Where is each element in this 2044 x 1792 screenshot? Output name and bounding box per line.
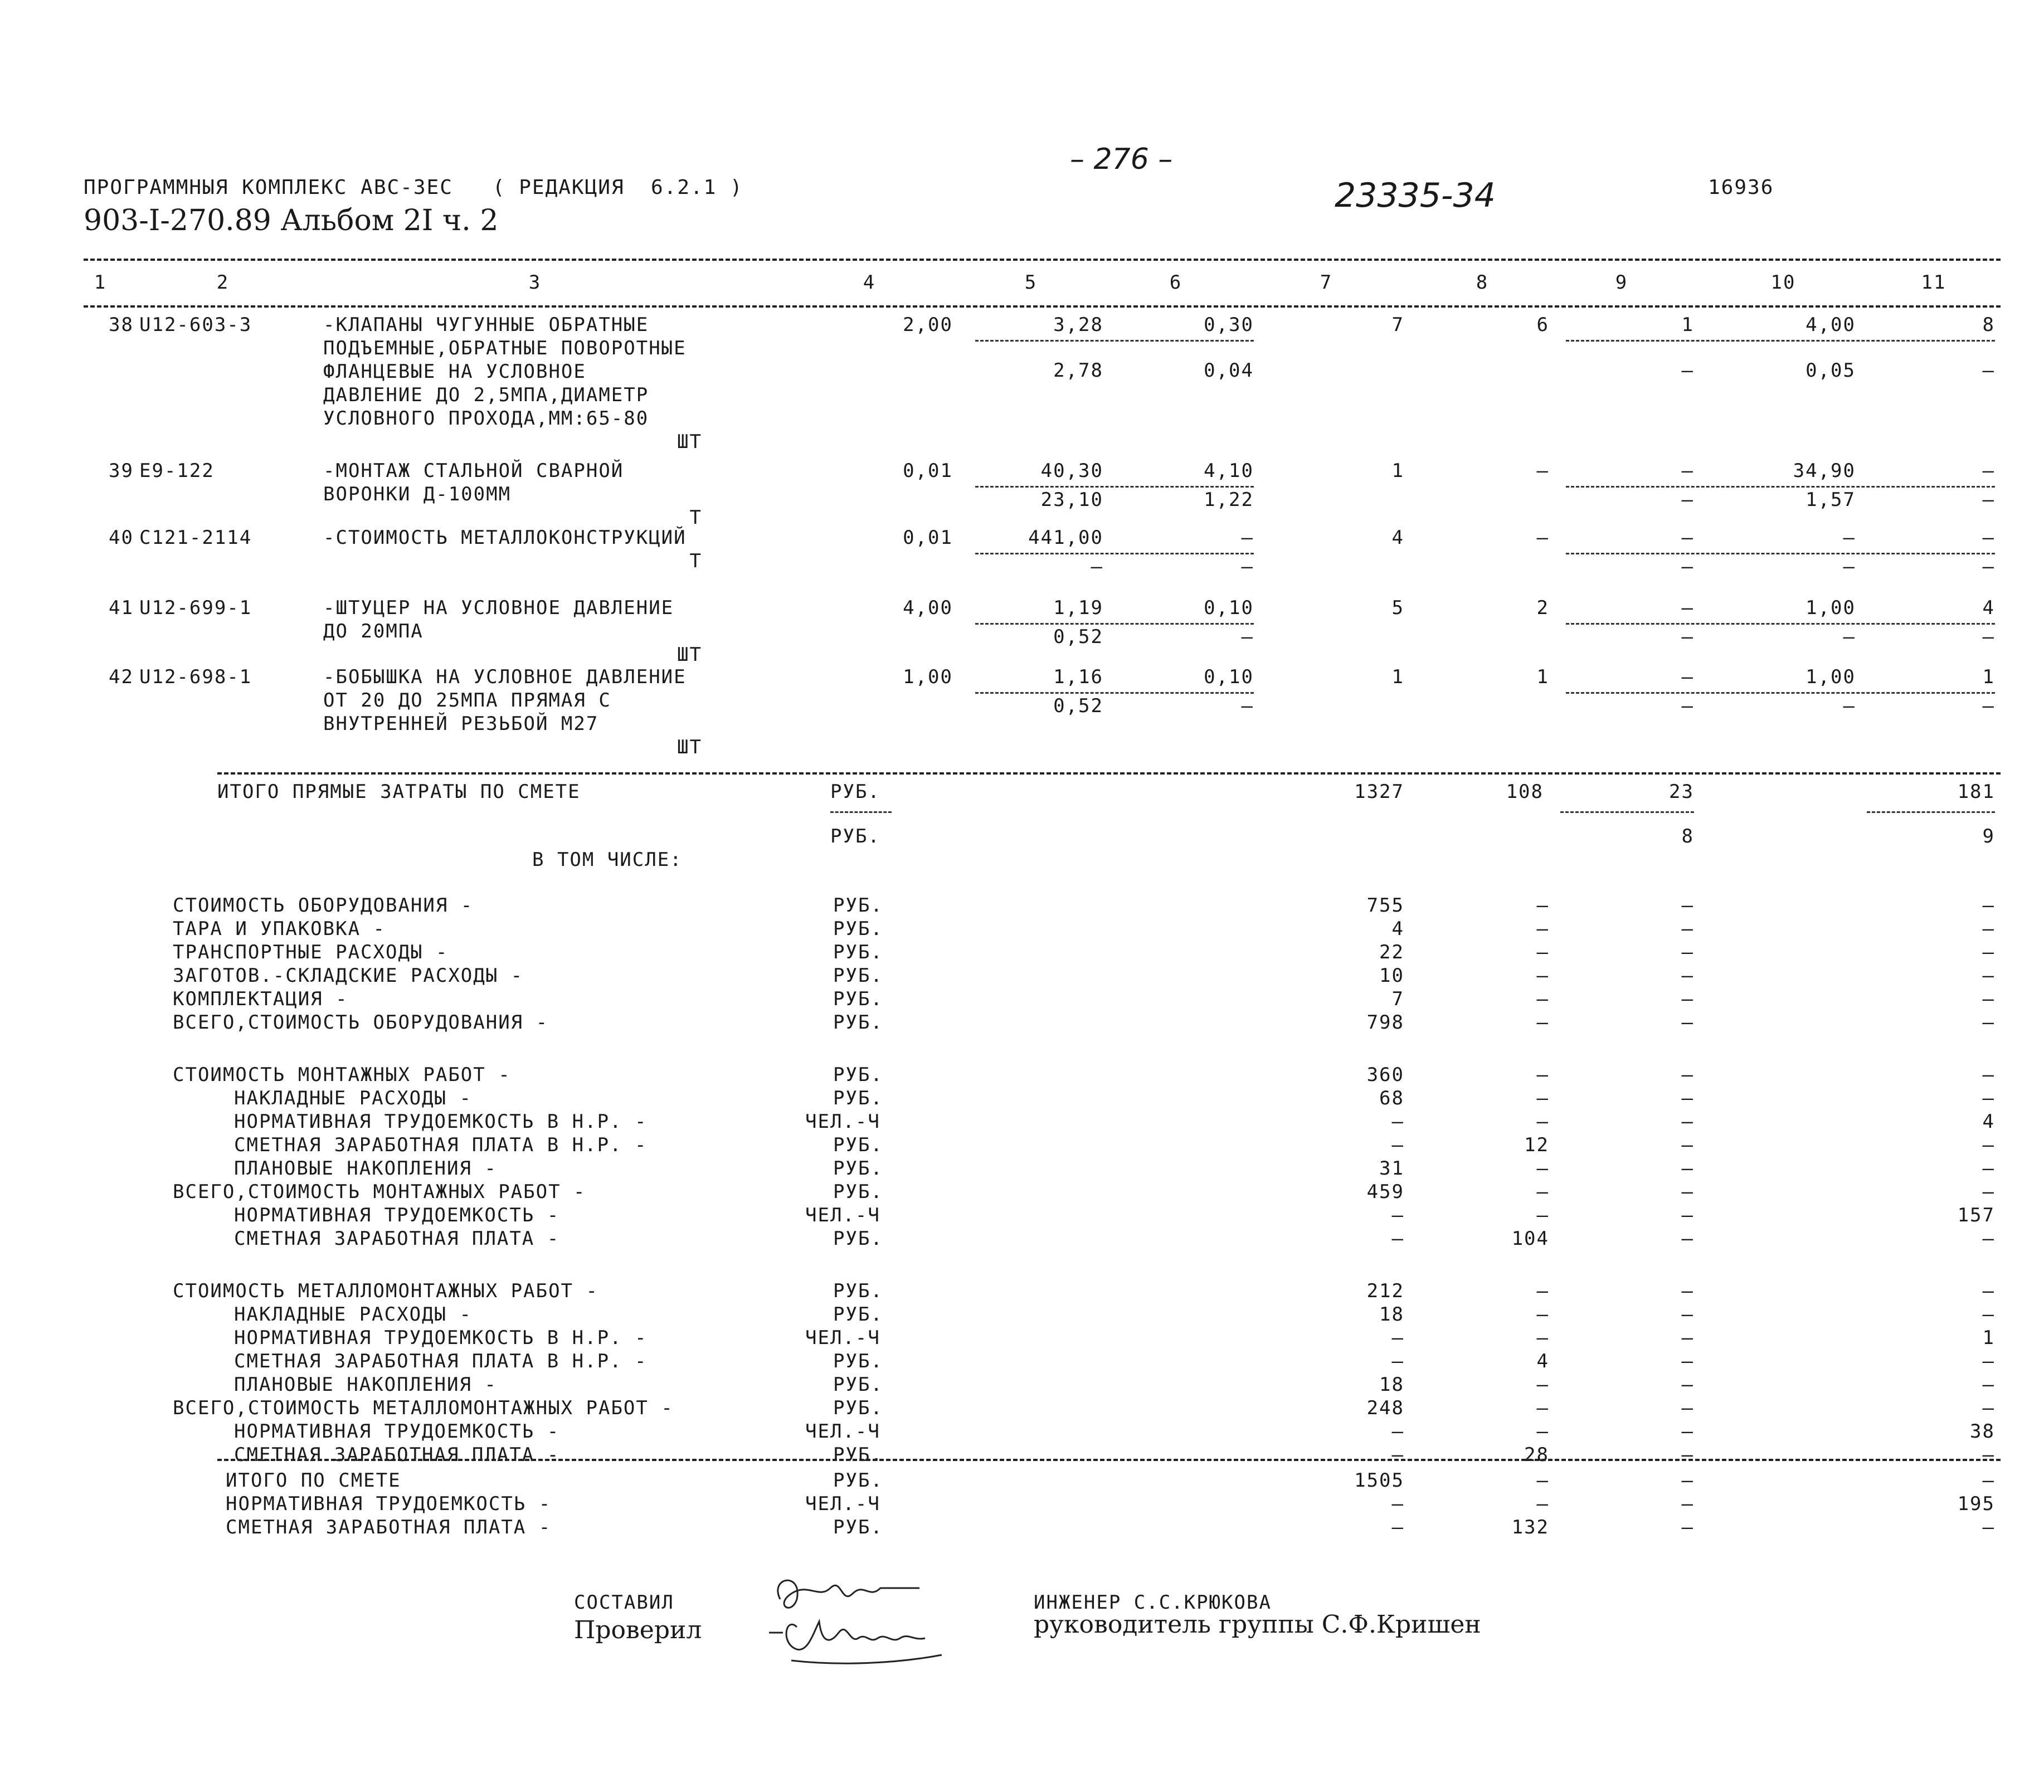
summary-c11: – <box>1982 1157 1995 1180</box>
summary-c9: – <box>1681 1303 1694 1326</box>
summary-c11: – <box>1982 1011 1995 1034</box>
summary-c11: 4 <box>1982 1111 1995 1133</box>
direct-costs-c11b: 9 <box>1982 825 1995 848</box>
summary-c9: – <box>1681 918 1694 940</box>
row-c5-secondary: 0,52 <box>1053 695 1103 717</box>
row-c8: – <box>1536 460 1549 482</box>
summary-c7: – <box>1391 1350 1404 1372</box>
row-c11: – <box>1982 460 1995 482</box>
column-header-5: 5 <box>1024 271 1038 294</box>
row-number: 40 <box>109 527 134 549</box>
row-subtotal-rule <box>1566 692 1995 694</box>
summary-label: ПЛАНОВЫЕ НАКОПЛЕНИЯ - <box>234 1157 497 1180</box>
summary-c9: – <box>1681 1228 1694 1250</box>
row-c5: 441,00 <box>1028 527 1103 549</box>
summary-c11: 38 <box>1970 1420 1995 1443</box>
summary-c8: – <box>1536 1157 1549 1180</box>
grand-total-c11: 195 <box>1957 1493 1995 1515</box>
summary-c8: – <box>1536 894 1549 917</box>
summary-c7: 18 <box>1379 1303 1404 1326</box>
row-c8: 6 <box>1536 314 1549 336</box>
summary-c7: – <box>1391 1134 1404 1156</box>
column-header-10: 10 <box>1770 271 1796 294</box>
row-c10-secondary: 1,57 <box>1805 489 1856 511</box>
row-c6-secondary: 0,04 <box>1204 359 1254 382</box>
row-c7: 1 <box>1391 666 1404 688</box>
row-c10: 34,90 <box>1793 460 1856 482</box>
row-description-line: -МОНТАЖ СТАЛЬНОЙ СВАРНОЙ <box>323 460 624 482</box>
summary-c7: 22 <box>1379 941 1404 963</box>
summary-c11: – <box>1982 1087 1995 1109</box>
row-c6-secondary: – <box>1241 626 1254 648</box>
row-c6: 4,10 <box>1204 460 1254 482</box>
grand-total-unit: ЧЕЛ.-Ч <box>805 1493 880 1515</box>
summary-c7: 18 <box>1379 1374 1404 1396</box>
unit-underline <box>830 811 892 813</box>
row-c9: – <box>1681 597 1694 619</box>
row-description-line: -СТОИМОСТЬ МЕТАЛЛОКОНСТРУКЦИЙ <box>323 527 687 549</box>
table-top-rule <box>84 259 2001 261</box>
row-c9: – <box>1681 527 1694 549</box>
summary-c8: – <box>1536 1374 1549 1396</box>
summary-c8: 28 <box>1524 1444 1549 1466</box>
summary-c9: – <box>1681 1011 1694 1034</box>
summary-c7: 798 <box>1366 1011 1404 1034</box>
summary-c9: – <box>1681 1420 1694 1443</box>
summary-c11: – <box>1982 988 1995 1010</box>
row-code: C121-2114 <box>139 527 252 549</box>
row-c9-secondary: – <box>1681 556 1694 578</box>
row-unit: ШТ <box>677 644 702 666</box>
summary-c11: – <box>1982 1064 1995 1086</box>
summary-label: ПЛАНОВЫЕ НАКОПЛЕНИЯ - <box>234 1374 497 1396</box>
row-subtotal-rule <box>975 553 1254 554</box>
summary-label: НОРМАТИВНАЯ ТРУДОЕМКОСТЬ - <box>234 1204 560 1226</box>
row-c9-secondary: – <box>1681 626 1694 648</box>
row-subtotal-rule <box>975 340 1254 342</box>
summary-c9: – <box>1681 894 1694 917</box>
summary-unit: ЧЕЛ.-Ч <box>805 1204 880 1226</box>
grand-total-c11: – <box>1982 1516 1995 1538</box>
row-c9-secondary: – <box>1681 489 1694 511</box>
summary-c7: – <box>1391 1204 1404 1226</box>
summary-label: НАКЛАДНЫЕ РАСХОДЫ - <box>234 1303 472 1326</box>
summary-c8: – <box>1536 918 1549 940</box>
summary-c8: – <box>1536 1011 1549 1034</box>
summary-c7: – <box>1391 1111 1404 1133</box>
summary-c11: – <box>1982 1374 1995 1396</box>
summary-c11: – <box>1982 1303 1995 1326</box>
grand-total-unit: РУБ. <box>833 1516 883 1538</box>
summary-c8: – <box>1536 1397 1549 1419</box>
summary-c11: 1 <box>1982 1327 1995 1349</box>
row-c5-secondary: 23,10 <box>1040 489 1103 511</box>
row-c4: 0,01 <box>903 527 953 549</box>
row-c11-secondary: – <box>1982 359 1995 382</box>
summary-c7: – <box>1391 1228 1404 1250</box>
column-header-11: 11 <box>1921 271 1946 294</box>
summary-c9: – <box>1681 941 1694 963</box>
summary-label: КОМПЛЕКТАЦИЯ - <box>173 988 348 1010</box>
summary-c11: 157 <box>1957 1204 1995 1226</box>
summary-c8: 104 <box>1511 1228 1549 1250</box>
summary-label: ТРАНСПОРТНЫЕ РАСХОДЫ - <box>173 941 449 963</box>
grand-total-c9: – <box>1681 1493 1694 1515</box>
summary-c7: 68 <box>1379 1087 1404 1109</box>
summary-c9: – <box>1681 1350 1694 1372</box>
summary-c11: – <box>1982 1134 1995 1156</box>
grand-total-c11: – <box>1982 1469 1995 1492</box>
composed-label: СОСТАВИЛ <box>574 1591 674 1614</box>
summary-c11: – <box>1982 965 1995 987</box>
summary-label: ЗАГОТОВ.-СКЛАДСКИЕ РАСХОДЫ - <box>173 965 524 987</box>
row-c7: 7 <box>1391 314 1404 336</box>
summary-c7: 4 <box>1391 918 1404 940</box>
row-c10-secondary: – <box>1843 556 1856 578</box>
row-c6: 0,30 <box>1204 314 1254 336</box>
summary-c7: 360 <box>1366 1064 1404 1086</box>
row-c6: 0,10 <box>1204 666 1254 688</box>
summary-c11: – <box>1982 1280 1995 1302</box>
summary-c9: – <box>1681 1134 1694 1156</box>
summary-unit: РУБ. <box>833 918 883 940</box>
row-c5-secondary: 2,78 <box>1053 359 1103 382</box>
row-c5: 40,30 <box>1040 460 1103 482</box>
summary-unit: РУБ. <box>833 1350 883 1372</box>
grand-total-unit: РУБ. <box>833 1469 883 1492</box>
document-code: 23335-34 <box>1335 176 1496 215</box>
summary-unit: РУБ. <box>833 894 883 917</box>
row-description-line: -КЛАПАНЫ ЧУГУННЫЕ ОБРАТНЫЕ <box>323 314 649 336</box>
row-description-line: ДАВЛЕНИЕ ДО 2,5МПА,ДИАМЕТР <box>323 384 649 406</box>
summary-c8: – <box>1536 941 1549 963</box>
grand-total-c8: – <box>1536 1493 1549 1515</box>
column-header-4: 4 <box>863 271 876 294</box>
row-description-line: ФЛАНЦЕВЫЕ НА УСЛОВНОЕ <box>323 361 586 383</box>
summary-label: СМЕТНАЯ ЗАРАБОТНАЯ ПЛАТА В Н.Р. - <box>234 1134 648 1156</box>
grand-total-c8: 132 <box>1511 1516 1549 1538</box>
summary-unit: РУБ. <box>833 1157 883 1180</box>
row-c10: – <box>1843 527 1856 549</box>
column-header-6: 6 <box>1169 271 1182 294</box>
summary-label: НОРМАТИВНАЯ ТРУДОЕМКОСТЬ В Н.Р. - <box>234 1327 648 1349</box>
summary-unit: РУБ. <box>833 1374 883 1396</box>
row-unit: Т <box>689 507 702 529</box>
row-c7: 1 <box>1391 460 1404 482</box>
summary-unit: РУБ. <box>833 1228 883 1250</box>
row-c11-secondary: – <box>1982 626 1995 648</box>
summary-c11: – <box>1982 1228 1995 1250</box>
row-c11: 4 <box>1982 597 1995 619</box>
row-c9: 1 <box>1681 314 1694 336</box>
summary-c8: – <box>1536 1420 1549 1443</box>
summary-label: НОРМАТИВНАЯ ТРУДОЕМКОСТЬ - <box>234 1420 560 1443</box>
direct-costs-c8: 108 <box>1506 781 1544 803</box>
row-unit: ШТ <box>677 431 702 453</box>
row-code: U12-603-3 <box>139 314 252 336</box>
summary-c7: 459 <box>1366 1181 1404 1203</box>
row-c6-secondary: 1,22 <box>1204 489 1254 511</box>
summary-unit: РУБ. <box>833 1181 883 1203</box>
summary-label: ВСЕГО,СТОИМОСТЬ МОНТАЖНЫХ РАБОТ - <box>173 1181 586 1203</box>
summary-c8: – <box>1536 1064 1549 1086</box>
row-description-line: ВНУТРЕННЕЙ РЕЗЬБОЙ М27 <box>323 713 599 735</box>
c11-underline <box>1867 811 1995 813</box>
row-c8: 2 <box>1536 597 1549 619</box>
row-description-line: -ШТУЦЕР НА УСЛОВНОЕ ДАВЛЕНИЕ <box>323 597 674 619</box>
summary-label: СТОИМОСТЬ ОБОРУДОВАНИЯ - <box>173 894 474 917</box>
row-description-line: ПОДЪЕМНЫЕ,ОБРАТНЫЕ ПОВОРОТНЫЕ <box>323 337 687 359</box>
row-c5-secondary: 0,52 <box>1053 626 1103 648</box>
composed-by: ИНЖЕНЕР С.С.КРЮКОВА <box>1034 1591 1272 1614</box>
row-c4: 4,00 <box>903 597 953 619</box>
summary-c8: – <box>1536 988 1549 1010</box>
row-c8: – <box>1536 527 1549 549</box>
table-header-rule <box>84 305 2001 308</box>
row-c4: 2,00 <box>903 314 953 336</box>
summary-c11: – <box>1982 918 1995 940</box>
summary-c11: – <box>1982 1444 1995 1466</box>
summary-c7: 248 <box>1366 1397 1404 1419</box>
grand-total-c7: 1505 <box>1354 1469 1404 1492</box>
row-code: U12-698-1 <box>139 666 252 688</box>
summary-unit: РУБ. <box>833 965 883 987</box>
grand-total-label: СМЕТНАЯ ЗАРАБОТНАЯ ПЛАТА - <box>226 1516 552 1538</box>
direct-costs-label: ИТОГО ПРЯМЫЕ ЗАТРАТЫ ПО СМЕТЕ <box>217 781 581 803</box>
row-subtotal-rule <box>1566 623 1995 625</box>
summary-c9: – <box>1681 1111 1694 1133</box>
summary-label: НОРМАТИВНАЯ ТРУДОЕМКОСТЬ В Н.Р. - <box>234 1111 648 1133</box>
row-c11: 1 <box>1982 666 1995 688</box>
row-c7: 5 <box>1391 597 1404 619</box>
row-subtotal-rule <box>975 623 1254 625</box>
row-c5: 1,19 <box>1053 597 1103 619</box>
row-description-line: -БОБЫШКА НА УСЛОВНОЕ ДАВЛЕНИЕ <box>323 666 687 688</box>
summary-c11: – <box>1982 1350 1995 1372</box>
summary-c11: – <box>1982 941 1995 963</box>
grand-total-rule <box>217 1459 2001 1461</box>
summary-c9: – <box>1681 1157 1694 1180</box>
summary-c9: – <box>1681 965 1694 987</box>
summary-c8: – <box>1536 1181 1549 1203</box>
summary-c8: – <box>1536 965 1549 987</box>
summary-c9: – <box>1681 1204 1694 1226</box>
row-c11-secondary: – <box>1982 489 1995 511</box>
row-description-line: ВОРОНКИ Д-100ММ <box>323 483 512 505</box>
row-c9-secondary: – <box>1681 695 1694 717</box>
summary-unit: ЧЕЛ.-Ч <box>805 1111 880 1133</box>
summary-label: СМЕТНАЯ ЗАРАБОТНАЯ ПЛАТА - <box>234 1228 560 1250</box>
summary-c9: – <box>1681 1087 1694 1109</box>
grand-total-c7: – <box>1391 1493 1404 1515</box>
row-number: 42 <box>109 666 134 688</box>
summary-c11: – <box>1982 894 1995 917</box>
summary-c8: – <box>1536 1280 1549 1302</box>
row-c6-secondary: – <box>1241 695 1254 717</box>
page-number: – 276 – <box>1070 143 1173 176</box>
column-header-8: 8 <box>1476 271 1489 294</box>
row-c4: 0,01 <box>903 460 953 482</box>
column-header-3: 3 <box>528 271 542 294</box>
summary-label: НАКЛАДНЫЕ РАСХОДЫ - <box>234 1087 472 1109</box>
checked-label: Проверил <box>574 1616 702 1644</box>
summary-c9: – <box>1681 1064 1694 1086</box>
row-description-line: ДО 20МПА <box>323 620 424 642</box>
summary-c9: – <box>1681 1280 1694 1302</box>
row-unit: ШТ <box>677 736 702 758</box>
summary-unit: РУБ. <box>833 988 883 1010</box>
direct-costs-c9b: 8 <box>1681 825 1694 848</box>
summary-c8: – <box>1536 1327 1549 1349</box>
row-c9: – <box>1681 666 1694 688</box>
summary-unit: РУБ. <box>833 941 883 963</box>
summary-c8: – <box>1536 1087 1549 1109</box>
row-c5: 3,28 <box>1053 314 1103 336</box>
totals-top-rule <box>217 772 2001 775</box>
direct-costs-unit-2: РУБ. <box>830 825 880 848</box>
column-header-7: 7 <box>1320 271 1333 294</box>
summary-c9: – <box>1681 1327 1694 1349</box>
column-header-2: 2 <box>216 271 230 294</box>
summary-unit: РУБ. <box>833 1011 883 1034</box>
summary-c7: 755 <box>1366 894 1404 917</box>
including-label: В ТОМ ЧИСЛЕ: <box>532 849 683 871</box>
row-number: 41 <box>109 597 134 619</box>
row-code: U12-699-1 <box>139 597 252 619</box>
row-c10-secondary: – <box>1843 626 1856 648</box>
summary-label: СМЕТНАЯ ЗАРАБОТНАЯ ПЛАТА - <box>234 1444 560 1466</box>
row-subtotal-rule <box>1566 486 1995 488</box>
row-description-line: УСЛОВНОГО ПРОХОДА,ММ:65-80 <box>323 407 649 430</box>
row-c9: – <box>1681 460 1694 482</box>
column-header-1: 1 <box>94 271 107 294</box>
row-code: E9-122 <box>139 460 215 482</box>
row-subtotal-rule <box>975 486 1254 488</box>
row-c10: 1,00 <box>1805 666 1856 688</box>
summary-unit: РУБ. <box>833 1280 883 1302</box>
row-c11: 8 <box>1982 314 1995 336</box>
summary-label: СТОИМОСТЬ МОНТАЖНЫХ РАБОТ - <box>173 1064 511 1086</box>
summary-c7: – <box>1391 1444 1404 1466</box>
grand-total-label: ИТОГО ПО СМЕТЕ <box>226 1469 401 1492</box>
row-c8: 1 <box>1536 666 1549 688</box>
row-c11-secondary: – <box>1982 556 1995 578</box>
summary-unit: РУБ. <box>833 1397 883 1419</box>
summary-label: ВСЕГО,СТОИМОСТЬ МЕТАЛЛОМОНТАЖНЫХ РАБОТ - <box>173 1397 674 1419</box>
summary-unit: ЧЕЛ.-Ч <box>805 1327 880 1349</box>
summary-label: ТАРА И УПАКОВКА - <box>173 918 386 940</box>
summary-unit: РУБ. <box>833 1134 883 1156</box>
summary-c9: – <box>1681 1397 1694 1419</box>
row-c9-secondary: – <box>1681 359 1694 382</box>
grand-total-c9: – <box>1681 1516 1694 1538</box>
summary-c7: 212 <box>1366 1280 1404 1302</box>
summary-c9: – <box>1681 1374 1694 1396</box>
album-title: 903-I-270.89 Альбом 2I ч. 2 <box>84 204 499 237</box>
summary-label: ВСЕГО,СТОИМОСТЬ ОБОРУДОВАНИЯ - <box>173 1011 549 1034</box>
row-c11-secondary: – <box>1982 695 1995 717</box>
row-c6: 0,10 <box>1204 597 1254 619</box>
summary-c7: 7 <box>1391 988 1404 1010</box>
row-c6: – <box>1241 527 1254 549</box>
summary-unit: РУБ. <box>833 1087 883 1109</box>
row-c10-secondary: 0,05 <box>1805 359 1856 382</box>
row-number: 38 <box>109 314 134 336</box>
summary-unit: РУБ. <box>833 1444 883 1466</box>
summary-c8: – <box>1536 1111 1549 1133</box>
program-title: ПРОГРАММНЫЯ КОМПЛЕКС АВС-ЗЕС ( РЕДАКЦИЯ 6.2.1 ) <box>84 176 743 199</box>
summary-label: СТОИМОСТЬ МЕТАЛЛОМОНТАЖНЫХ РАБОТ - <box>173 1280 598 1302</box>
row-subtotal-rule <box>1566 340 1995 342</box>
grand-total-c8: – <box>1536 1469 1549 1492</box>
row-subtotal-rule <box>975 692 1254 694</box>
summary-c11: – <box>1982 1181 1995 1203</box>
summary-c7: 31 <box>1379 1157 1404 1180</box>
grand-total-label: НОРМАТИВНАЯ ТРУДОЕМКОСТЬ - <box>226 1493 552 1515</box>
direct-costs-c7: 1327 <box>1354 781 1404 803</box>
summary-c8: 12 <box>1524 1134 1549 1156</box>
column-header-9: 9 <box>1615 271 1628 294</box>
summary-unit: РУБ. <box>833 1303 883 1326</box>
row-c10-secondary: – <box>1843 695 1856 717</box>
summary-c7: – <box>1391 1420 1404 1443</box>
summary-c8: – <box>1536 1303 1549 1326</box>
summary-c9: – <box>1681 988 1694 1010</box>
sheet-code: 16936 <box>1708 176 1774 199</box>
summary-c11: – <box>1982 1397 1995 1419</box>
direct-costs-c9: 23 <box>1669 781 1694 803</box>
c9-underline <box>1560 811 1694 813</box>
summary-c8: 4 <box>1536 1350 1549 1372</box>
summary-unit: РУБ. <box>833 1064 883 1086</box>
signature-image <box>758 1566 970 1672</box>
row-number: 39 <box>109 460 134 482</box>
direct-costs-c11: 181 <box>1957 781 1995 803</box>
summary-c9: – <box>1681 1444 1694 1466</box>
checked-by: руководитель группы С.Ф.Кришен <box>1034 1610 1481 1639</box>
grand-total-c7: – <box>1391 1516 1404 1538</box>
row-unit: Т <box>689 550 702 572</box>
summary-label: СМЕТНАЯ ЗАРАБОТНАЯ ПЛАТА В Н.Р. - <box>234 1350 648 1372</box>
summary-c9: – <box>1681 1181 1694 1203</box>
direct-costs-unit: РУБ. <box>830 781 880 803</box>
row-subtotal-rule <box>1566 553 1995 554</box>
summary-c7: 10 <box>1379 965 1404 987</box>
row-c7: 4 <box>1391 527 1404 549</box>
summary-unit: ЧЕЛ.-Ч <box>805 1420 880 1443</box>
row-c5-secondary: – <box>1091 556 1103 578</box>
summary-c7: – <box>1391 1327 1404 1349</box>
row-description-line: ОТ 20 ДО 25МПА ПРЯМАЯ С <box>323 689 611 712</box>
grand-total-c9: – <box>1681 1469 1694 1492</box>
summary-c8: – <box>1536 1204 1549 1226</box>
row-c5: 1,16 <box>1053 666 1103 688</box>
row-c11: – <box>1982 527 1995 549</box>
row-c10: 1,00 <box>1805 597 1856 619</box>
row-c10: 4,00 <box>1805 314 1856 336</box>
row-c6-secondary: – <box>1241 556 1254 578</box>
row-c4: 1,00 <box>903 666 953 688</box>
